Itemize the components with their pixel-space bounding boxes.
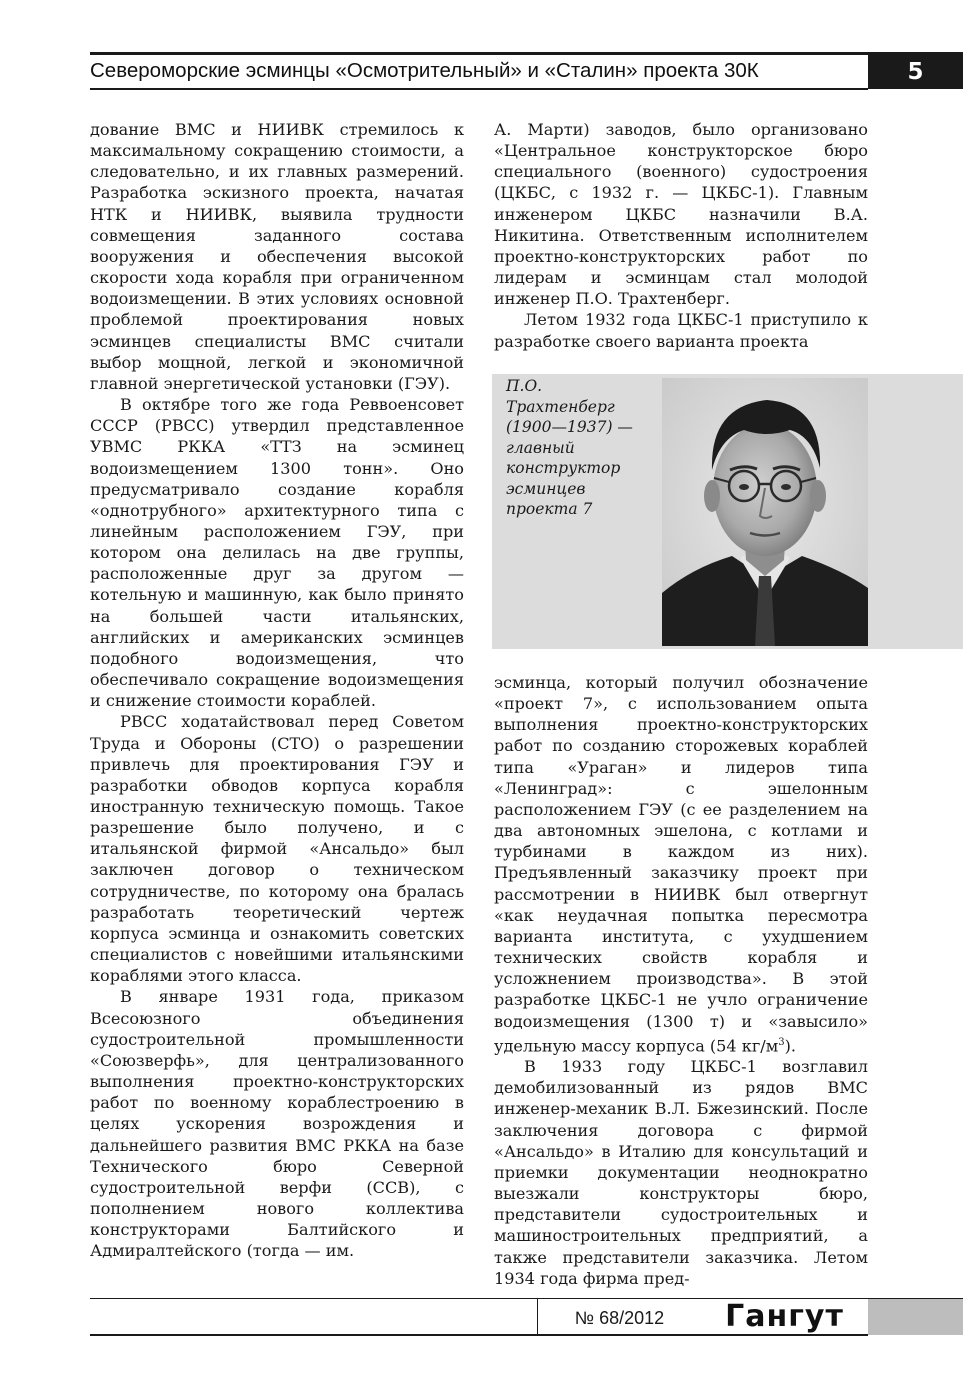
footer-grey-box — [868, 1299, 963, 1335]
paragraph: В октябре того же года Реввоенсовет СССР (РВСС) утвердил представленное УВМС РККА «ТТЗ на эсминец водоизмещением 1300 тонн». Оно предусматривало создание корабля «однотрубного» архитектурного типа с линейным расположением ГЭУ, при котором она делилась на две группы, расположенные друг за другом — котельную и машинную, как было принято на большей части итальянских, английских и американских эсминцев подобного водоизмещения, что обеспечивало сокращение водоизмещения и снижение стоимости кораблей. — [90, 395, 464, 711]
page-number: 5 — [868, 55, 963, 89]
paragraph: Летом 1932 года ЦКБС-1 приступило к разработке своего варианта проекта — [494, 310, 868, 351]
magazine-logo: Гангут — [725, 1299, 844, 1334]
paragraph-text: эсминца, который получил обозначение «проект 7», с использованием опыта выполнения проектно-конструкторских работ по созданию сторожевых кораблей типа «Ураган» и лидеров типа «Ленинград»: с эшелонным расположением ГЭУ (с ее разделением на два автономных эшелона, с котлами и турбинами в каждом из них). Предъявленный заказчику проект при рассмотрении в НИИВК был отвергнут «как неудачная попытка пересмотра варианта института, с ухудшением технических свойств корабля и усложнением производства». В этой разработке ЦКБС-1 не учло ограничение водоизмещения (1300 т) и «завысило» удельную массу корпуса (54 кг/м — [494, 673, 868, 1056]
paragraph-text-end: ). — [784, 1036, 796, 1056]
right-column-top — [494, 119, 868, 352]
paragraph: В 1933 году ЦКБС-1 возглавил демобилизованный из рядов ВМС инженер-механик В.Л. Бжезинский. После заключения договора с фирмой «Ансальдо» в Италию для консультаций и приемки документации неоднократно выезжали конструкторы бюро, представители судостроительных и машиностроительных предприятий, а также представители заказчика. Летом 1934 года фирма пред- — [494, 1057, 868, 1288]
paragraph: В январе 1931 года, приказом Всесоюзного объединения судостроительной промышленности «Союзверфь», для централизованного выполнения проектно-конструкторских работ по военному кораблестроению в целях ускорения возрождения и дальнейшего развития ВМС РККА на базе Технического бюро Северной судостроительной верфи (ССВ), с пополнением нового коллектива конструкторами Балтийского и Адмиралтейского (тогда — им. — [90, 987, 464, 1261]
figure-caption: П.О. Трахтенберг (1900—1937) — главный конструктор эсминцев проекта 7 — [506, 377, 633, 518]
portrait-figure — [492, 374, 963, 649]
portrait-photo — [662, 378, 868, 646]
paragraph — [494, 672, 868, 1056]
paragraph: РВСС ходатайствовал перед Советом Труда и Обороны (СТО) о разрешении привлечь для проектирования ГЭУ и разработки обводов корпуса корабля иностранную техническую помощь. Такое разрешение было получено, и с итальянской фирмой «Ансальдо» был заключен договор о техническом сотрудничестве, по которому она бралась разработать теоретический чертеж корпуса эсминца и ознакомить советских специалистов с новейшими итальянскими кораблями этого класса. — [90, 712, 464, 986]
running-header-title: Североморские эсминцы «Осмотрительный» и «Сталин» проекта 30К — [90, 59, 759, 82]
header-top-rule — [90, 52, 963, 55]
superscript: 3 — [778, 1036, 785, 1048]
paragraph: А. Марти) заводов, было организовано «Центральное конструкторское бюро специального (военного) судостроения (ЦКБС, с 1932 г. — ЦКБС-1). Главным инженером ЦКБС назначили В.А. Никитина. Ответственным исполнителем проектно-конструкторских работ по лидерам и эсминцам стал молодой инженер П.О. Трахтенберг. — [494, 120, 868, 309]
portrait-image — [662, 378, 868, 646]
right-column-bottom — [494, 672, 868, 1289]
left-column — [90, 119, 464, 1261]
issue-number: № 68/2012 — [574, 1308, 665, 1328]
header-bottom-rule — [90, 88, 868, 90]
paragraph: дование ВМС и НИИВК стремилось к максимальному сокращению стоимости, а следовательно, и их главных размерений. Разработка эскизного проекта, начатая НТК и НИИВК, выявила трудности совмещения заданного состава вооружения и обеспечения высокой скорости хода корабля при ограниченном водоизмещении. В этих условиях основной проблемой проектирования новых эсминцев специалисты ВМС считали выбор мощной, легкой и экономичной главной энергетической установки (ГЭУ). — [90, 120, 464, 393]
